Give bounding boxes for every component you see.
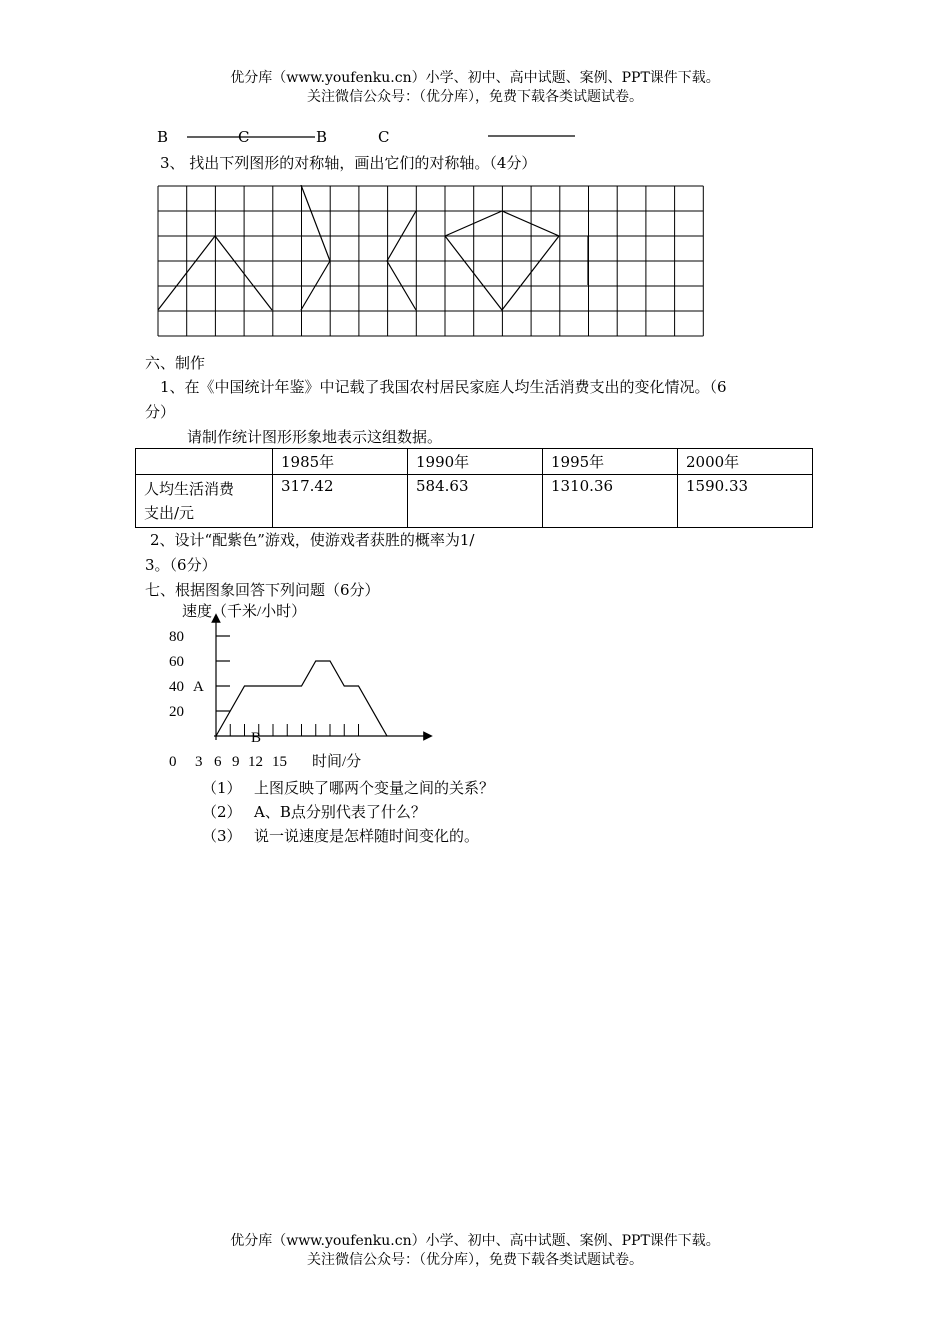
arrow-right-shape bbox=[301, 185, 330, 310]
table-header-cell: 1990年 bbox=[408, 449, 543, 475]
label-c: C bbox=[378, 128, 390, 146]
section6-q1-line2: 分） bbox=[145, 403, 176, 421]
y-axis-label: 速度（千米/小时） bbox=[182, 604, 307, 620]
header-line-1: 优分库（www.youfenku.cn）小学、初中、高中试题、案例、PPT课件下载。 bbox=[230, 70, 720, 86]
question-text: 上图反映了哪两个变量之间的关系？ bbox=[254, 779, 495, 797]
table-header-row bbox=[136, 449, 813, 475]
symmetry-grid bbox=[157, 185, 707, 337]
table-row bbox=[136, 475, 813, 528]
x-tick-label: 12 bbox=[248, 754, 263, 770]
question-number: （3） bbox=[202, 827, 242, 845]
x-axis-label: 时间/分 bbox=[312, 754, 362, 770]
q3-text: 3、 找出下列图形的对称轴，画出它们的对称轴。（4分） bbox=[160, 154, 537, 172]
section6-q1-line1: 1、在《中国统计年鉴》中记载了我国农村居民家庭人均生活消费支出的变化情况。（6 bbox=[160, 378, 727, 396]
table-header-cell: 1985年 bbox=[273, 449, 408, 475]
section6-q1-instruction: 请制作统计图形形象地表示这组数据。 bbox=[187, 428, 443, 446]
footer-line-2: 关注微信公众号：（优分库），免费下载各类试题试卷。 bbox=[307, 1252, 643, 1268]
label-b: B bbox=[157, 128, 169, 146]
label-b2: B bbox=[316, 128, 328, 146]
section6-q2-line2: 3。（6分） bbox=[145, 556, 217, 574]
label-c-mid: C bbox=[238, 128, 250, 146]
table-header-cell: 2000年 bbox=[678, 449, 813, 475]
table-cell: 584.63 bbox=[408, 475, 543, 528]
x-tick-label: 0 bbox=[169, 754, 177, 770]
question-text: 说一说速度是怎样随时间变化的。 bbox=[254, 827, 480, 845]
question-text: A、B点分别代表了什么？ bbox=[254, 803, 426, 821]
question-number: （2） bbox=[202, 803, 242, 821]
data-table bbox=[135, 448, 813, 528]
table-cell: 1310.36 bbox=[543, 475, 678, 528]
x-tick-label: 3 bbox=[195, 754, 203, 770]
row-label-line2: 支出/元 bbox=[144, 504, 195, 522]
y-tick-label: 60 bbox=[169, 654, 184, 670]
table-header-cell bbox=[136, 449, 273, 475]
table-header-cell: 1995年 bbox=[543, 449, 678, 475]
point-a-label: A bbox=[193, 679, 204, 695]
question-number: （1） bbox=[202, 779, 242, 797]
x-tick-label: 15 bbox=[272, 754, 287, 770]
section7-title: 七、根据图象回答下列问题（6分） bbox=[145, 581, 380, 599]
footer-line-1: 优分库（www.youfenku.cn）小学、初中、高中试题、案例、PPT课件下载。 bbox=[230, 1233, 720, 1249]
table-cell: 317.42 bbox=[273, 475, 408, 528]
table-row-label bbox=[136, 475, 273, 528]
y-tick-label: 80 bbox=[169, 629, 184, 645]
y-tick-label: 20 bbox=[169, 704, 184, 720]
point-b-label: B bbox=[251, 730, 262, 746]
section6-title: 六、制作 bbox=[145, 354, 206, 372]
x-tick-label: 9 bbox=[232, 754, 240, 770]
y-tick-label: 40 bbox=[169, 679, 184, 695]
speed-time-chart bbox=[160, 596, 450, 774]
section6-q2-line1: 2、设计“配紫色”游戏，使游戏者获胜的概率为1/ bbox=[150, 531, 475, 549]
table-cell: 1590.33 bbox=[678, 475, 813, 528]
header-line-2: 关注微信公众号：（优分库），免费下载各类试题试卷。 bbox=[307, 89, 643, 105]
row-label-line1: 人均生活消费 bbox=[144, 480, 235, 498]
x-tick-label: 6 bbox=[214, 754, 222, 770]
